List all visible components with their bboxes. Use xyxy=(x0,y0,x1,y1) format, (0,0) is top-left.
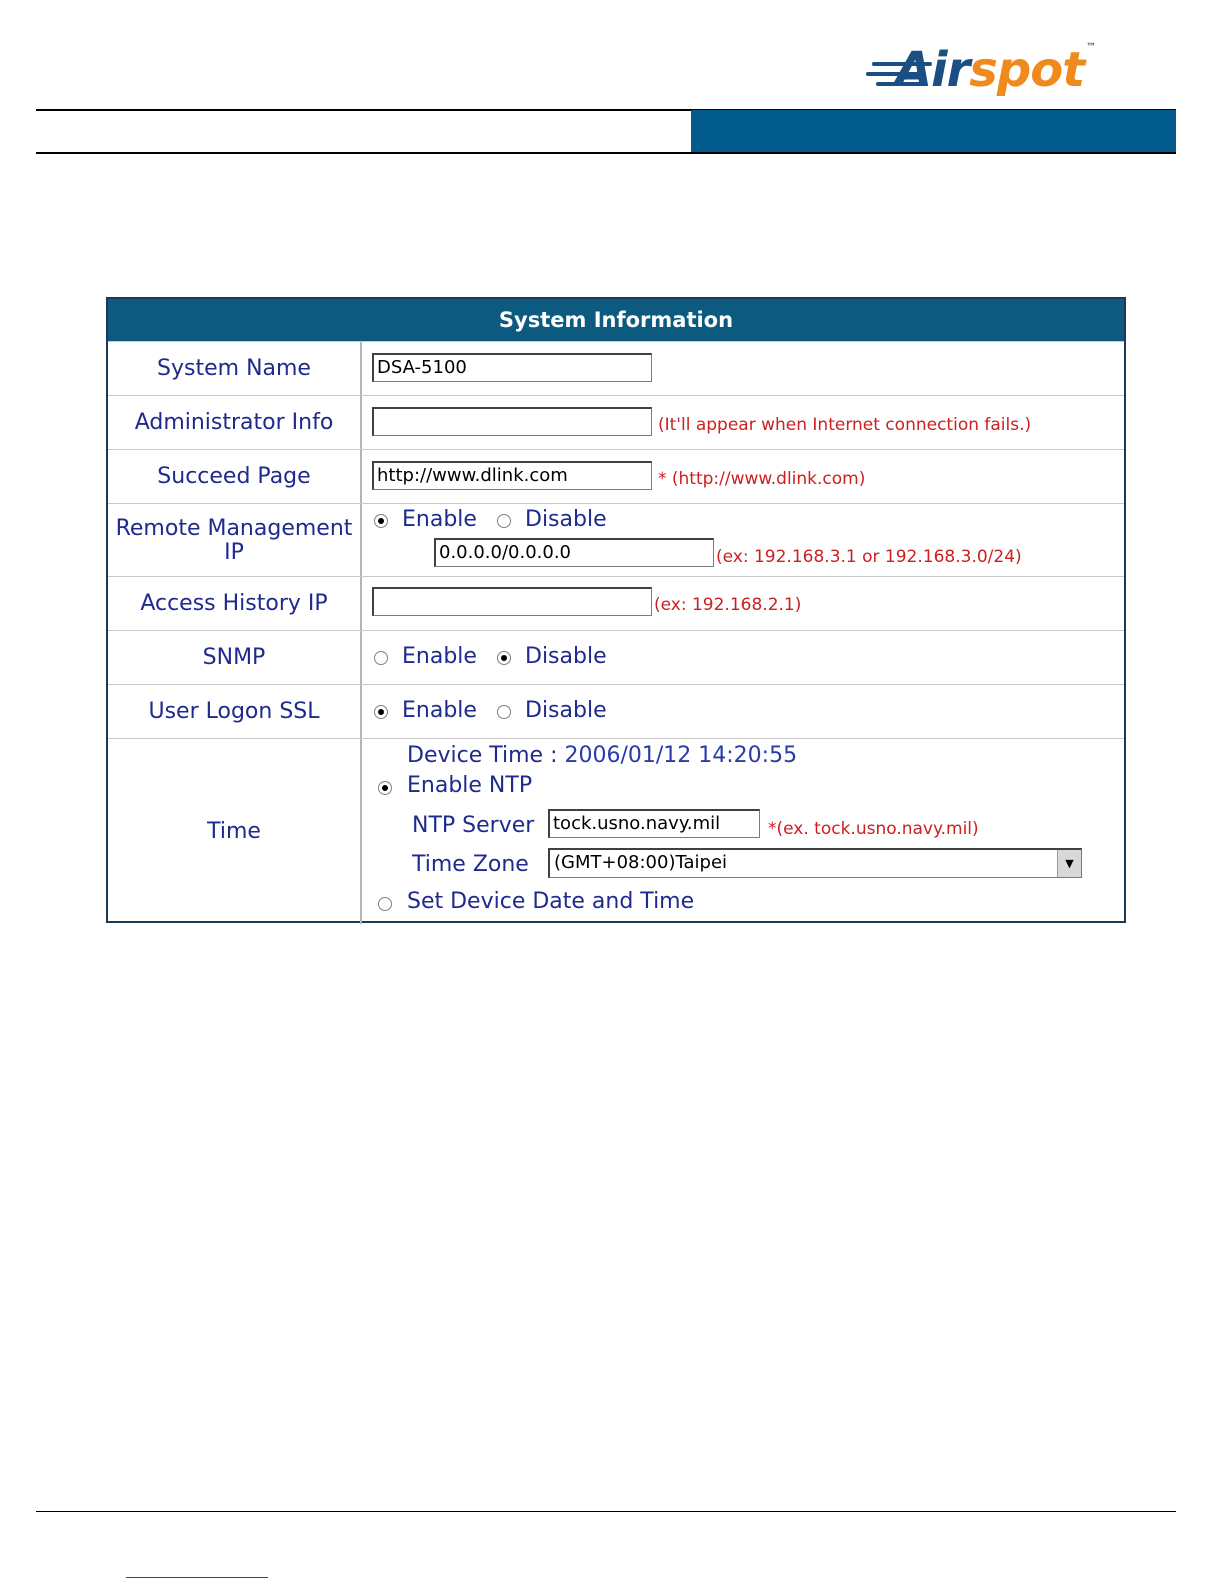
device-time-label: Device Time : xyxy=(407,743,558,768)
ntp-server-input[interactable]: tock.usno.navy.mil xyxy=(548,809,760,838)
row-user-logon-ssl xyxy=(108,684,1124,739)
ntp-server-label: NTP Server xyxy=(412,813,535,838)
remote-management-ip-label: Remote Management IP xyxy=(108,504,362,577)
time-zone-value: (GMT+08:00)Taipei xyxy=(554,852,728,873)
snmp-enable-label[interactable]: Enable xyxy=(402,644,477,669)
remote-management-disable-label[interactable]: Disable xyxy=(525,507,607,532)
set-device-date-time-radio[interactable] xyxy=(378,897,392,911)
row-administrator-info xyxy=(108,395,1124,450)
dropdown-arrow-icon[interactable]: ▼ xyxy=(1057,850,1081,877)
time-label: Time xyxy=(108,739,362,924)
row-system-name xyxy=(108,341,1124,396)
time-zone-select[interactable] xyxy=(548,848,1082,878)
footer-link-underline xyxy=(126,1577,268,1578)
enable-ntp-label[interactable]: Enable NTP xyxy=(407,773,533,798)
user-logon-ssl-label: User Logon SSL xyxy=(108,685,362,739)
row-succeed-page xyxy=(108,449,1124,504)
panel-title: System Information xyxy=(108,299,1124,341)
footer-rule xyxy=(36,1511,1176,1512)
user-logon-ssl-enable-radio[interactable] xyxy=(374,705,388,719)
succeed-page-hint: * (http://www.dlink.com) xyxy=(658,469,866,489)
remote-management-disable-radio[interactable] xyxy=(497,514,511,528)
remote-management-ip-hint: (ex: 192.168.3.1 or 192.168.3.0/24) xyxy=(716,547,1022,567)
system-name-input[interactable]: DSA-5100 xyxy=(372,353,652,382)
snmp-disable-radio[interactable] xyxy=(497,651,511,665)
system-information-panel xyxy=(106,297,1126,923)
administrator-info-input[interactable] xyxy=(372,407,652,436)
enable-ntp-radio[interactable] xyxy=(378,781,392,795)
row-time xyxy=(108,738,1124,924)
administrator-info-hint: (It'll appear when Internet connection fails.) xyxy=(658,415,1032,435)
snmp-disable-label[interactable]: Disable xyxy=(525,644,607,669)
access-history-ip-input[interactable] xyxy=(372,587,652,616)
snmp-label: SNMP xyxy=(108,631,362,685)
user-logon-ssl-disable-label[interactable]: Disable xyxy=(525,698,607,723)
system-name-label: System Name xyxy=(108,342,362,396)
succeed-page-input[interactable]: http://www.dlink.com xyxy=(372,461,652,490)
remote-management-enable-radio[interactable] xyxy=(374,514,388,528)
row-access-history-ip xyxy=(108,576,1124,631)
access-history-ip-label: Access History IP xyxy=(108,577,362,631)
device-time-value: 2006/01/12 14:20:55 xyxy=(564,743,798,768)
ntp-server-hint: *(ex. tock.usno.navy.mil) xyxy=(768,819,979,839)
remote-management-enable-label[interactable]: Enable xyxy=(402,507,477,532)
access-history-ip-hint: (ex: 192.168.2.1) xyxy=(654,595,802,615)
administrator-info-label: Administrator Info xyxy=(108,396,362,450)
remote-management-ip-input[interactable]: 0.0.0.0/0.0.0.0 xyxy=(434,538,714,567)
succeed-page-label: Succeed Page xyxy=(108,450,362,504)
user-logon-ssl-disable-radio[interactable] xyxy=(497,705,511,719)
set-device-date-time-label[interactable]: Set Device Date and Time xyxy=(407,889,695,914)
device-time-readout xyxy=(407,743,797,768)
row-snmp xyxy=(108,630,1124,685)
header-accent-bar xyxy=(691,110,1176,153)
snmp-enable-radio[interactable] xyxy=(374,651,388,665)
user-logon-ssl-enable-label[interactable]: Enable xyxy=(402,698,477,723)
row-remote-management-ip xyxy=(108,503,1124,577)
logo-wordmark: Airspot ™ xyxy=(895,42,1096,98)
header-rule-bottom xyxy=(36,152,1176,154)
time-zone-label: Time Zone xyxy=(412,852,529,877)
